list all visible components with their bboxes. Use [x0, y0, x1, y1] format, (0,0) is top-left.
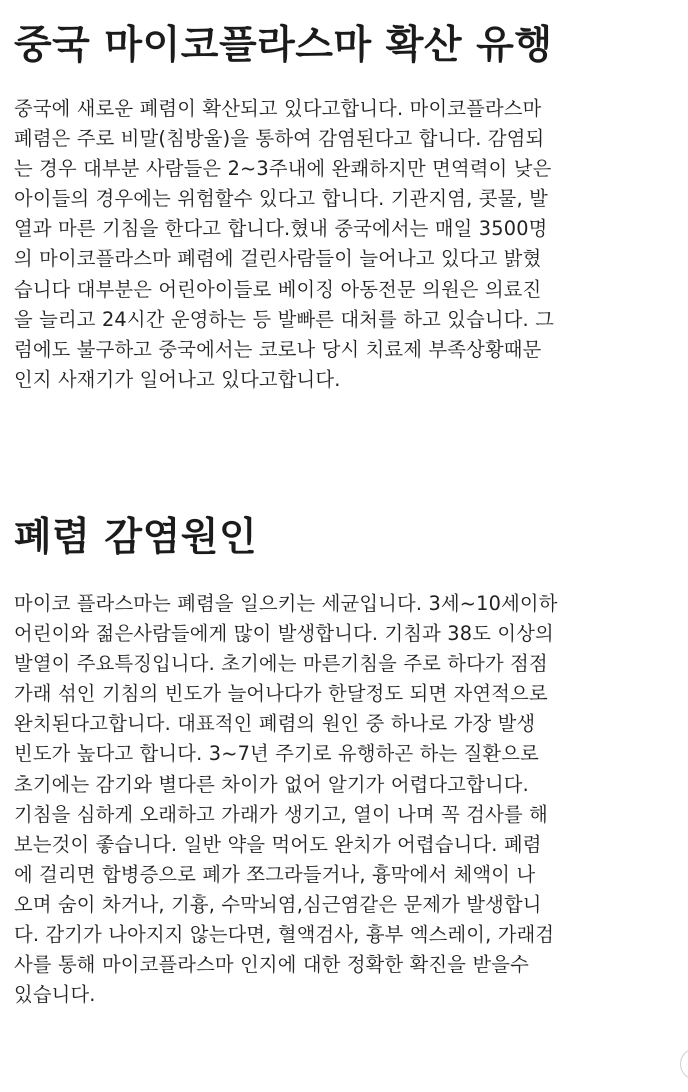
- paragraph-line: 인지 사재기가 일어나고 있다고합니다.: [14, 367, 341, 391]
- paragraph-line: 열과 마른 기침을 한다고 합니다.혔내 중국에서는 매일 3500명: [14, 217, 548, 241]
- paragraph-line: 을 늘리고 24시간 운영하는 등 발빠른 대처를 하고 있습니다. 그: [14, 307, 555, 331]
- floating-circle-button[interactable]: [680, 1048, 688, 1080]
- paragraph-line: 습니다 대부분은 어린아이들로 베이징 아동전문 의원은 의료진: [14, 277, 542, 301]
- paragraph-line: 사를 통해 마이코플라스마 인지에 대한 정확한 확진을 받을수: [14, 953, 529, 977]
- paragraph-line: 다. 감기가 나아지지 않는다면, 혈액검사, 흉부 엑스레이, 가래검: [14, 923, 555, 947]
- paragraph-line: 기침을 심하게 오래하고 가래가 생기고, 열이 나며 꼭 검사를 해: [14, 802, 548, 826]
- paragraph-line: 폐렴은 주로 비말(침방울)을 통하여 감염된다고 합니다. 감염되: [14, 127, 545, 151]
- paragraph-line: 완치된다고합니다. 대표적인 폐렴의 원인 중 하나로 가장 발생: [14, 712, 536, 736]
- paragraph-line: 발열이 주요특징입니다. 초기에는 마른기침을 주로 하다가 점점: [14, 652, 548, 676]
- paragraph-line: 는 경우 대부분 사람들은 2~3주내에 완쾌하지만 면역력이 낮은: [14, 157, 552, 181]
- paragraph-line: 의 마이코플라스마 폐렴에 걸린사람들이 늘어나고 있다고 밝혔: [14, 247, 542, 271]
- paragraph-line: 아이들의 경우에는 위험할수 있다고 합니다. 기관지염, 콧물, 발: [14, 187, 548, 211]
- paragraph-line: 초기에는 감기와 별다른 차이가 없어 알기가 어렵다고합니다.: [14, 772, 529, 796]
- section-paragraph: [14, 589, 686, 1010]
- section-heading: 중국 마이코플라스마 확산 유행: [14, 23, 553, 68]
- section-heading: 폐렴 감염원인: [14, 515, 258, 560]
- section-paragraph: [14, 94, 686, 395]
- paragraph-line: 빈도가 높다고 합니다. 3~7년 주기로 유행하곤 하는 질환으로: [14, 742, 539, 766]
- paragraph-line: 중국에 새로운 폐렴이 확산되고 있다고합니다. 마이코플라스마: [14, 97, 542, 120]
- paragraph-line: 어린이와 젊은사람들에게 많이 발생합니다. 기침과 38도 이상의: [14, 622, 554, 646]
- paragraph-line: 있습니다.: [14, 983, 96, 1007]
- paragraph-line: 가래 섞인 기침의 빈도가 늘어나다가 한달정도 되면 자연적으로: [14, 682, 548, 706]
- paragraph-line: 보는것이 좋습니다. 일반 약을 먹어도 완치가 어렵습니다. 폐렴: [14, 832, 542, 856]
- paragraph-line: 오며 숨이 차거나, 기흉, 수막뇌염,심근염같은 문제가 발생합니: [14, 892, 542, 916]
- paragraph-line: 에 걸리면 합병증으로 폐가 쪼그라들거나, 흉막에서 체액이 나: [14, 862, 536, 886]
- paragraph-line: 럼에도 불구하고 중국에서는 코로나 당시 치료제 부족상황때문: [14, 337, 542, 361]
- paragraph-line: 마이코 플라스마는 폐렴을 일으키는 세균입니다. 3세~10세이하: [14, 592, 558, 615]
